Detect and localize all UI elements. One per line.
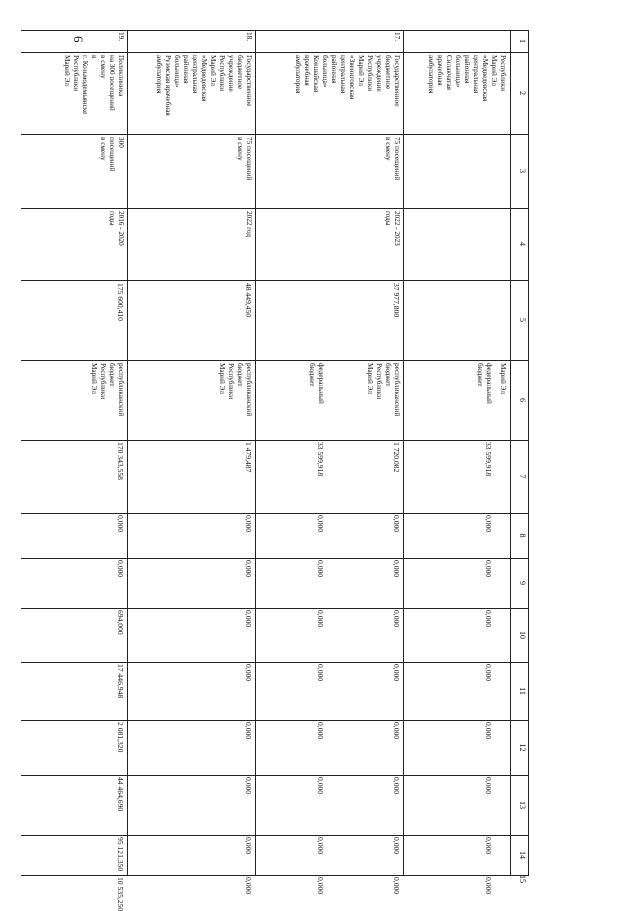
amount-v8: 0,000 xyxy=(392,515,401,533)
column-header: 14 xyxy=(518,851,527,859)
column-header: 11 xyxy=(518,687,527,695)
amount-v10: 0,000 xyxy=(484,610,493,628)
amount-v14: 95 121,350 xyxy=(116,837,125,872)
row-number: 18. xyxy=(245,32,253,41)
funding-source: республиканский бюджет Республики Марий Эл xyxy=(218,363,253,417)
column-divider xyxy=(21,280,529,281)
estimated-cost: 48 449,450 xyxy=(244,283,253,318)
amount-v10: 0,000 xyxy=(244,610,253,628)
amount-v12: 0,000 xyxy=(392,722,401,740)
column-header: 6 xyxy=(518,398,527,402)
column-divider xyxy=(21,360,529,361)
column-divider xyxy=(21,440,529,441)
amount-v9: 0,000 xyxy=(316,560,325,578)
column-divider xyxy=(21,662,529,663)
funding-source: республиканский бюджет Республики Марий Эл xyxy=(90,363,125,417)
header-divider xyxy=(510,30,511,875)
column-header: 5 xyxy=(518,318,527,322)
amount-v7: 33 599,918 xyxy=(316,442,325,477)
column-divider xyxy=(21,134,529,135)
column-divider xyxy=(21,558,529,559)
amount-v15: 0,000 xyxy=(244,877,253,895)
column-divider xyxy=(21,875,529,876)
column-divider xyxy=(21,835,529,836)
amount-v13: 0,000 xyxy=(244,777,253,795)
amount-v14: 0,000 xyxy=(392,837,401,855)
column-divider xyxy=(21,30,529,31)
column-divider xyxy=(21,775,529,776)
amount-v15: 0,000 xyxy=(392,877,401,895)
object-name: Государственное бюджетное учреждение Республики Марий Эл «Звениговская центральная районная больница» Кокшайская врачебная амбулатория xyxy=(294,55,401,107)
amount-v8: 0,000 xyxy=(244,515,253,533)
amount-v14: 0,000 xyxy=(244,837,253,855)
amount-v15: 0,000 xyxy=(316,877,325,895)
amount-v7: 170 343,558 xyxy=(116,442,125,480)
amount-v11: 0,000 xyxy=(484,664,493,682)
column-header: 1 xyxy=(518,39,527,43)
object-name: Республики Марий Эл «Медведевская центральная районная больница» Силакчатая врачебная амбулатория xyxy=(427,55,507,102)
column-divider xyxy=(21,513,529,514)
amount-v11: 0,000 xyxy=(316,664,325,682)
amount-v13: 0,000 xyxy=(316,777,325,795)
amount-v13: 0,000 xyxy=(484,777,493,795)
column-divider xyxy=(21,608,529,609)
column-header: 2 xyxy=(518,91,527,95)
funding-source: республиканский бюджет Республики Марий Эл xyxy=(366,363,401,417)
amount-v10: 0,000 xyxy=(392,610,401,628)
row-divider xyxy=(403,30,404,875)
amount-v13: 0,000 xyxy=(392,777,401,795)
column-header: 13 xyxy=(518,801,527,809)
amount-v10: 694,000 xyxy=(116,610,125,635)
amount-v8: 0,000 xyxy=(116,515,125,533)
row-divider xyxy=(255,30,256,875)
capacity: 75 посещений в смену xyxy=(236,137,253,181)
amount-v8: 0,000 xyxy=(316,515,325,533)
amount-v15: 0,000 xyxy=(484,877,493,895)
capacity: 300 посещений в смену xyxy=(99,137,125,172)
column-divider xyxy=(21,52,529,53)
column-header: 15 xyxy=(518,875,527,883)
amount-v12: 0,000 xyxy=(244,722,253,740)
amount-v11: 0,000 xyxy=(244,664,253,682)
construction-years: 2016 - 2020 годы xyxy=(108,211,125,246)
amount-v12: 2 081,320 xyxy=(116,722,125,753)
budget-table xyxy=(21,30,529,911)
amount-v12: 0,000 xyxy=(484,722,493,740)
column-header: 10 xyxy=(518,631,527,639)
amount-v11: 17 446,948 xyxy=(116,664,125,699)
amount-v14: 0,000 xyxy=(484,837,493,855)
column-header: 12 xyxy=(518,743,527,752)
capacity: 75 посещений в смену xyxy=(384,137,401,181)
amount-v9: 0,000 xyxy=(244,560,253,578)
amount-v7: 1 479,487 xyxy=(244,442,253,473)
amount-v8: 0,000 xyxy=(484,515,493,533)
page-number: 6 xyxy=(71,36,86,43)
column-header: 4 xyxy=(518,242,527,246)
amount-v9: 0,000 xyxy=(484,560,493,578)
estimated-cost: 37 977,800 xyxy=(392,283,401,318)
row-number: 17. xyxy=(393,32,401,41)
construction-years: 2022 - 2023 годы xyxy=(384,211,401,246)
column-divider xyxy=(21,208,529,209)
column-header: 3 xyxy=(518,169,527,173)
amount-v7: 1 720,082 xyxy=(392,442,401,473)
object-name: Государственное бюджетное учреждение Республики Марий Эл «Медведевская центральная районная больница» Руэмская врачебная амбулатория xyxy=(155,55,253,116)
amount-v9: 0,000 xyxy=(392,560,401,578)
amount-v7: 33 599,918 xyxy=(484,442,493,477)
object-name: Поликлиника на 300 посещений в смену в г. Козьмодемьянске Республики Марий Эл xyxy=(63,55,125,115)
amount-v12: 0,000 xyxy=(316,722,325,740)
construction-years: 2022 год xyxy=(245,211,253,237)
amount-v14: 0,000 xyxy=(316,837,325,855)
table-top-border xyxy=(528,30,529,875)
funding-source: Марий Эл xyxy=(499,363,507,394)
column-header: 7 xyxy=(518,474,527,479)
row-divider xyxy=(127,30,128,875)
estimated-cost: 175 600,410 xyxy=(116,283,125,321)
amount-v15: 10 535,250 xyxy=(116,877,125,911)
funding-source: федеральный бюджет xyxy=(476,363,493,404)
row-number: 19. xyxy=(117,32,125,41)
funding-source: федеральный бюджет xyxy=(308,363,325,404)
column-divider xyxy=(21,720,529,721)
column-header: 9 xyxy=(518,581,527,585)
amount-v13: 44 464,690 xyxy=(116,777,125,812)
amount-v11: 0,000 xyxy=(392,664,401,682)
column-header: 8 xyxy=(518,533,527,538)
amount-v9: 0,000 xyxy=(116,560,125,578)
amount-v10: 0,000 xyxy=(316,610,325,628)
